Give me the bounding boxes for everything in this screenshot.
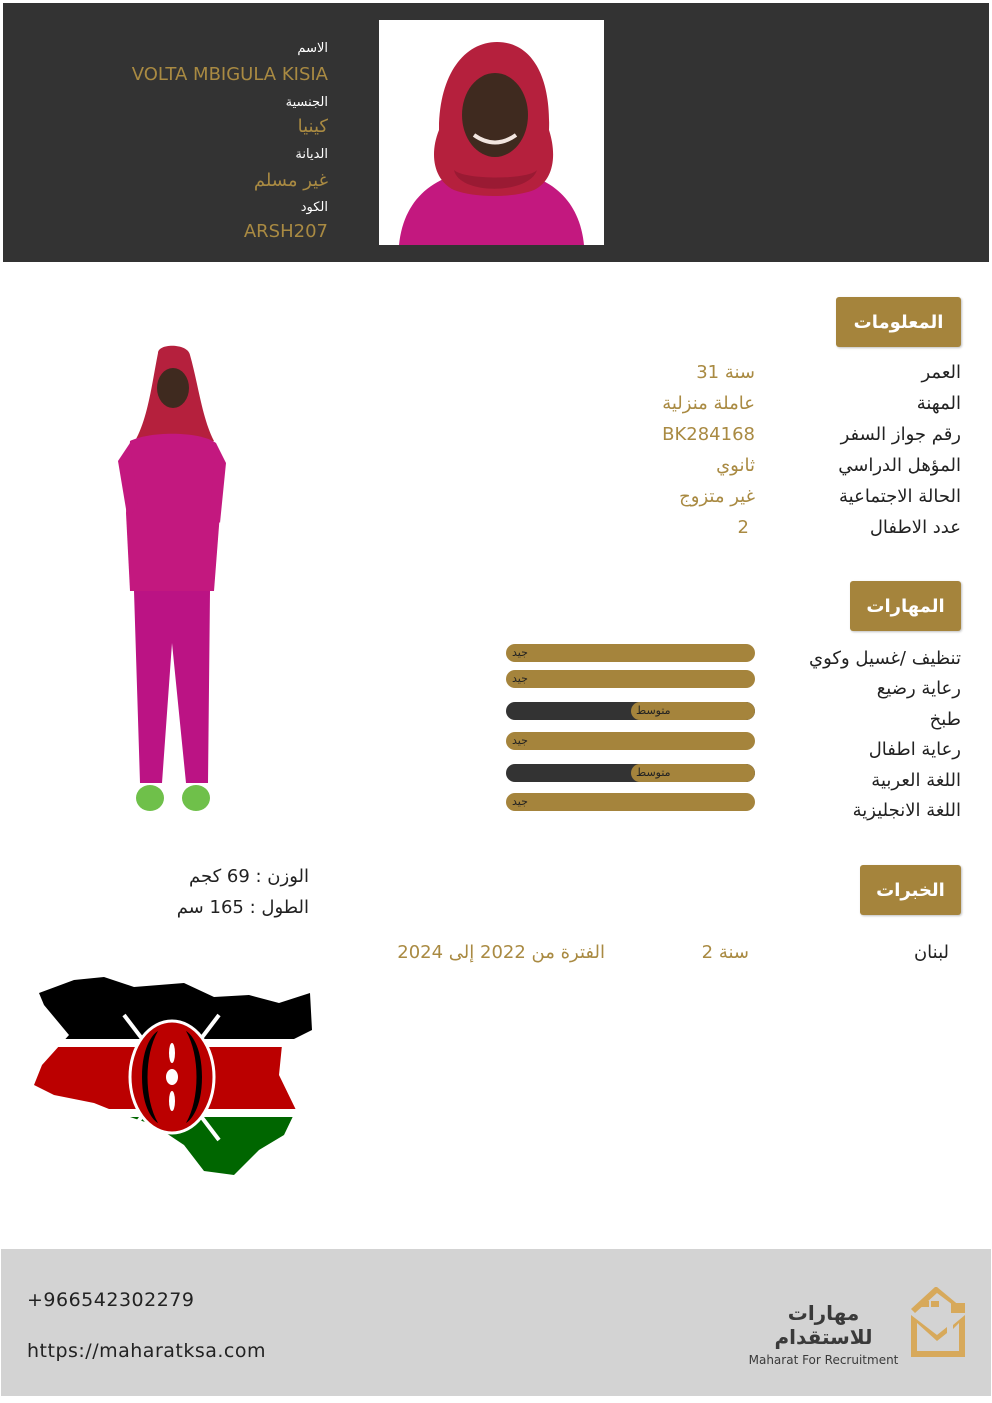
marital-label: الحالة الاجتماعية — [839, 486, 961, 507]
experience-duration: 2 سنة — [701, 942, 749, 963]
skill-label: تنظيف /غسيل وكوي — [809, 648, 961, 669]
marital-value: غير متزوج — [679, 486, 755, 507]
skills-section-title: المهارات — [850, 581, 961, 631]
kenya-flag-map — [34, 975, 314, 1180]
age-label: العمر — [921, 362, 961, 383]
skill-label: رعاية اطفال — [868, 739, 961, 760]
skill-level: جيد — [512, 795, 528, 808]
passport-value: BK284168 — [662, 424, 755, 445]
skill-bar — [506, 764, 755, 782]
full-body-photo — [110, 343, 230, 820]
skill-bar — [506, 670, 755, 688]
education-value: ثانوي — [716, 455, 755, 476]
skill-level: جيد — [512, 672, 528, 685]
worker-name: VOLTA MBIGULA KISIA — [131, 64, 328, 85]
code-value: ARSH207 — [243, 221, 328, 242]
weight-text: الوزن : 69 كجم — [189, 866, 309, 887]
experience-section-title: الخبرات — [860, 865, 961, 915]
skill-label: طبخ — [929, 709, 961, 730]
company-logo-text — [741, 1301, 906, 1367]
footer — [1, 1249, 991, 1396]
website-link[interactable]: https://maharatksa.com — [27, 1340, 267, 1362]
portrait-photo — [379, 20, 604, 245]
house-m-logo-icon — [907, 1285, 967, 1359]
religion-label: الديانة — [295, 147, 328, 162]
portrait-illustration — [379, 20, 604, 245]
job-label: المهنة — [916, 393, 961, 414]
children-value: 2 — [737, 517, 749, 538]
skill-bar — [506, 793, 755, 811]
logo-english: Maharat For Recruitment — [748, 1353, 899, 1367]
skill-bar — [506, 644, 755, 662]
full-body-illustration — [110, 343, 230, 820]
company-logo — [907, 1285, 967, 1359]
skill-bar — [506, 702, 755, 720]
code-label: الكود — [300, 200, 328, 215]
info-section-title: المعلومات — [836, 297, 961, 347]
children-label: عدد الاطفال — [869, 517, 961, 538]
education-label: المؤهل الدراسي — [838, 455, 961, 476]
passport-label: رقم جواز السفر — [840, 424, 961, 445]
job-value: عاملة منزلية — [662, 393, 755, 414]
name-label: الاسم — [297, 41, 328, 56]
skill-label: رعاية رضيع — [876, 678, 961, 699]
experience-period: الفترة من 2022 إلى 2024 — [397, 942, 605, 963]
religion-value: غير مسلم — [253, 170, 328, 191]
skill-level: متوسط — [636, 704, 671, 717]
skill-label: اللغة الانجليزية — [852, 800, 961, 821]
kenya-map-icon — [34, 975, 314, 1180]
age-value: 31 سنة — [696, 362, 755, 383]
height-text: الطول : 165 سم — [176, 897, 309, 918]
experience-country: لبنان — [913, 942, 949, 963]
skill-label: اللغة العربية — [871, 770, 961, 791]
skill-level: متوسط — [636, 766, 671, 779]
phone-number: +966542302279 — [27, 1289, 195, 1311]
nationality-value: كينيا — [297, 116, 328, 137]
logo-arabic: مهارات للاستقدام — [774, 1301, 873, 1349]
skill-level: جيد — [512, 734, 528, 747]
skill-level: جيد — [512, 646, 528, 659]
skill-bar — [506, 732, 755, 750]
nationality-label: الجنسية — [285, 95, 328, 110]
